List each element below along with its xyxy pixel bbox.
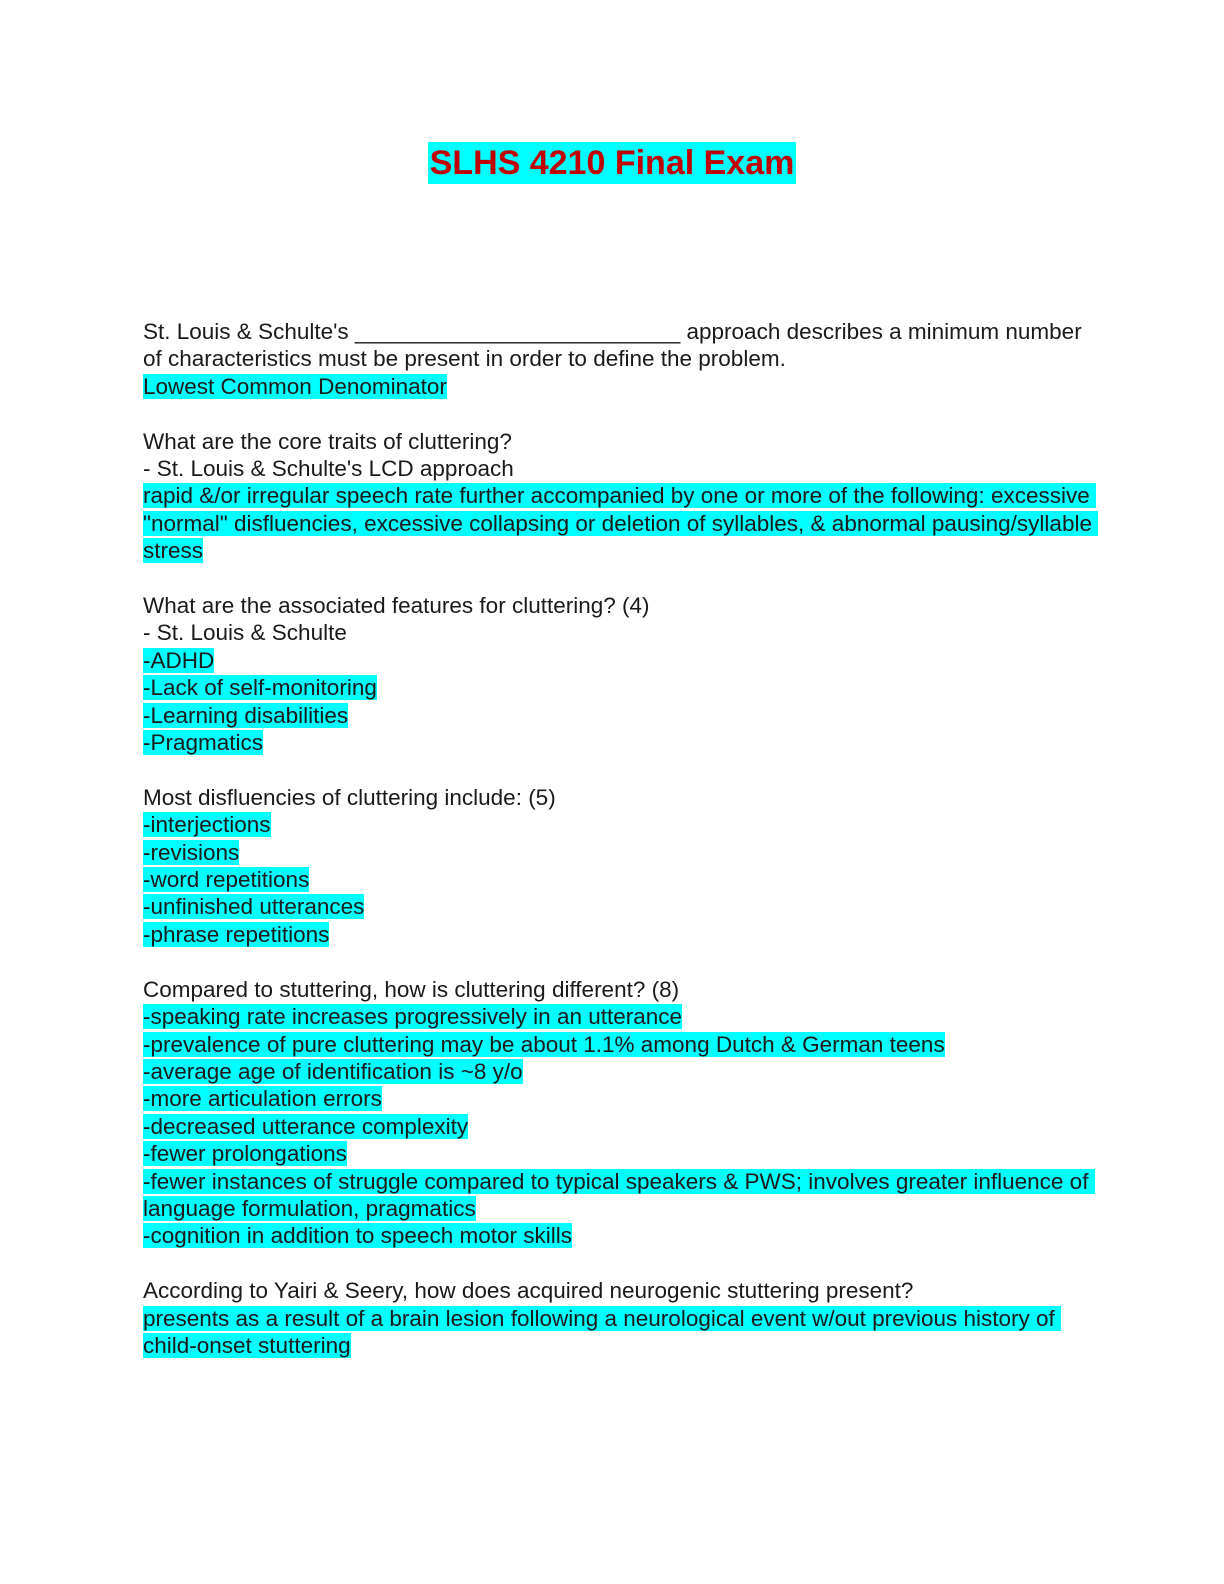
answer-item: -revisions — [143, 839, 240, 865]
question-text: What are the core traits of cluttering? — [143, 428, 512, 454]
question-text: Compared to stuttering, how is cluttering different? (8) — [143, 976, 680, 1002]
document-body — [143, 318, 1103, 1359]
question-block-6 — [143, 1277, 1103, 1359]
question-text: What are the associated features for cluttering? (4) — [143, 593, 650, 619]
answer-item: -decreased utterance complexity — [143, 1113, 469, 1139]
document-title: SLHS 4210 Final Exam — [429, 144, 795, 182]
question-block-3 — [143, 592, 1103, 756]
question-text: St. Louis & Schulte's __________________________ approach describes a minimum number of characteristics must be present in order to define the problem. — [143, 319, 1088, 372]
answer-item: -average age of identification is ~8 y/o — [143, 1058, 523, 1084]
answer-item: -speaking rate increases progressively in an utterance — [143, 1004, 683, 1030]
answer-item: -cognition in addition to speech motor skills — [143, 1223, 572, 1249]
answer-item: -Pragmatics — [143, 730, 264, 756]
answer-item: -unfinished utterances — [143, 894, 365, 920]
title-container — [0, 142, 1224, 184]
answer-item: -Lack of self-monitoring — [143, 675, 377, 701]
question-text: According to Yairi & Seery, how does acquired neurogenic stuttering present? — [143, 1278, 914, 1304]
answer-item: -interjections — [143, 812, 271, 838]
answer-item: -phrase repetitions — [143, 921, 330, 947]
answer-item: -Learning disabilities — [143, 702, 349, 728]
answer-item: -fewer prolongations — [143, 1141, 347, 1167]
question-subline: - St. Louis & Schulte — [143, 620, 347, 646]
question-subline: - St. Louis & Schulte's LCD approach — [143, 456, 514, 482]
answer-text: Lowest Common Denominator — [143, 373, 447, 399]
question-block-4 — [143, 784, 1103, 948]
answer-item: -ADHD — [143, 647, 215, 673]
answer-item: -word repetitions — [143, 867, 310, 893]
question-block-1 — [143, 318, 1103, 400]
answer-item: -fewer instances of struggle compared to typical speakers & PWS; involves greater influence of language formulation, pragmatics — [143, 1168, 1095, 1221]
question-text: Most disfluencies of cluttering include: (5) — [143, 784, 556, 810]
answer-item: -more articulation errors — [143, 1086, 382, 1112]
answer-text: rapid &/or irregular speech rate further accompanied by one or more of the following: excessive "normal" disfluencies, excessive collapsing or deletion of syllables, & abnormal pausing/syllable stress — [143, 483, 1099, 564]
answer-item: -prevalence of pure cluttering may be about 1.1% among Dutch & German teens — [143, 1031, 945, 1057]
answer-text: presents as a result of a brain lesion following a neurological event w/out previous history of child-onset stuttering — [143, 1305, 1062, 1358]
question-block-5 — [143, 976, 1103, 1250]
question-block-2 — [143, 428, 1103, 565]
